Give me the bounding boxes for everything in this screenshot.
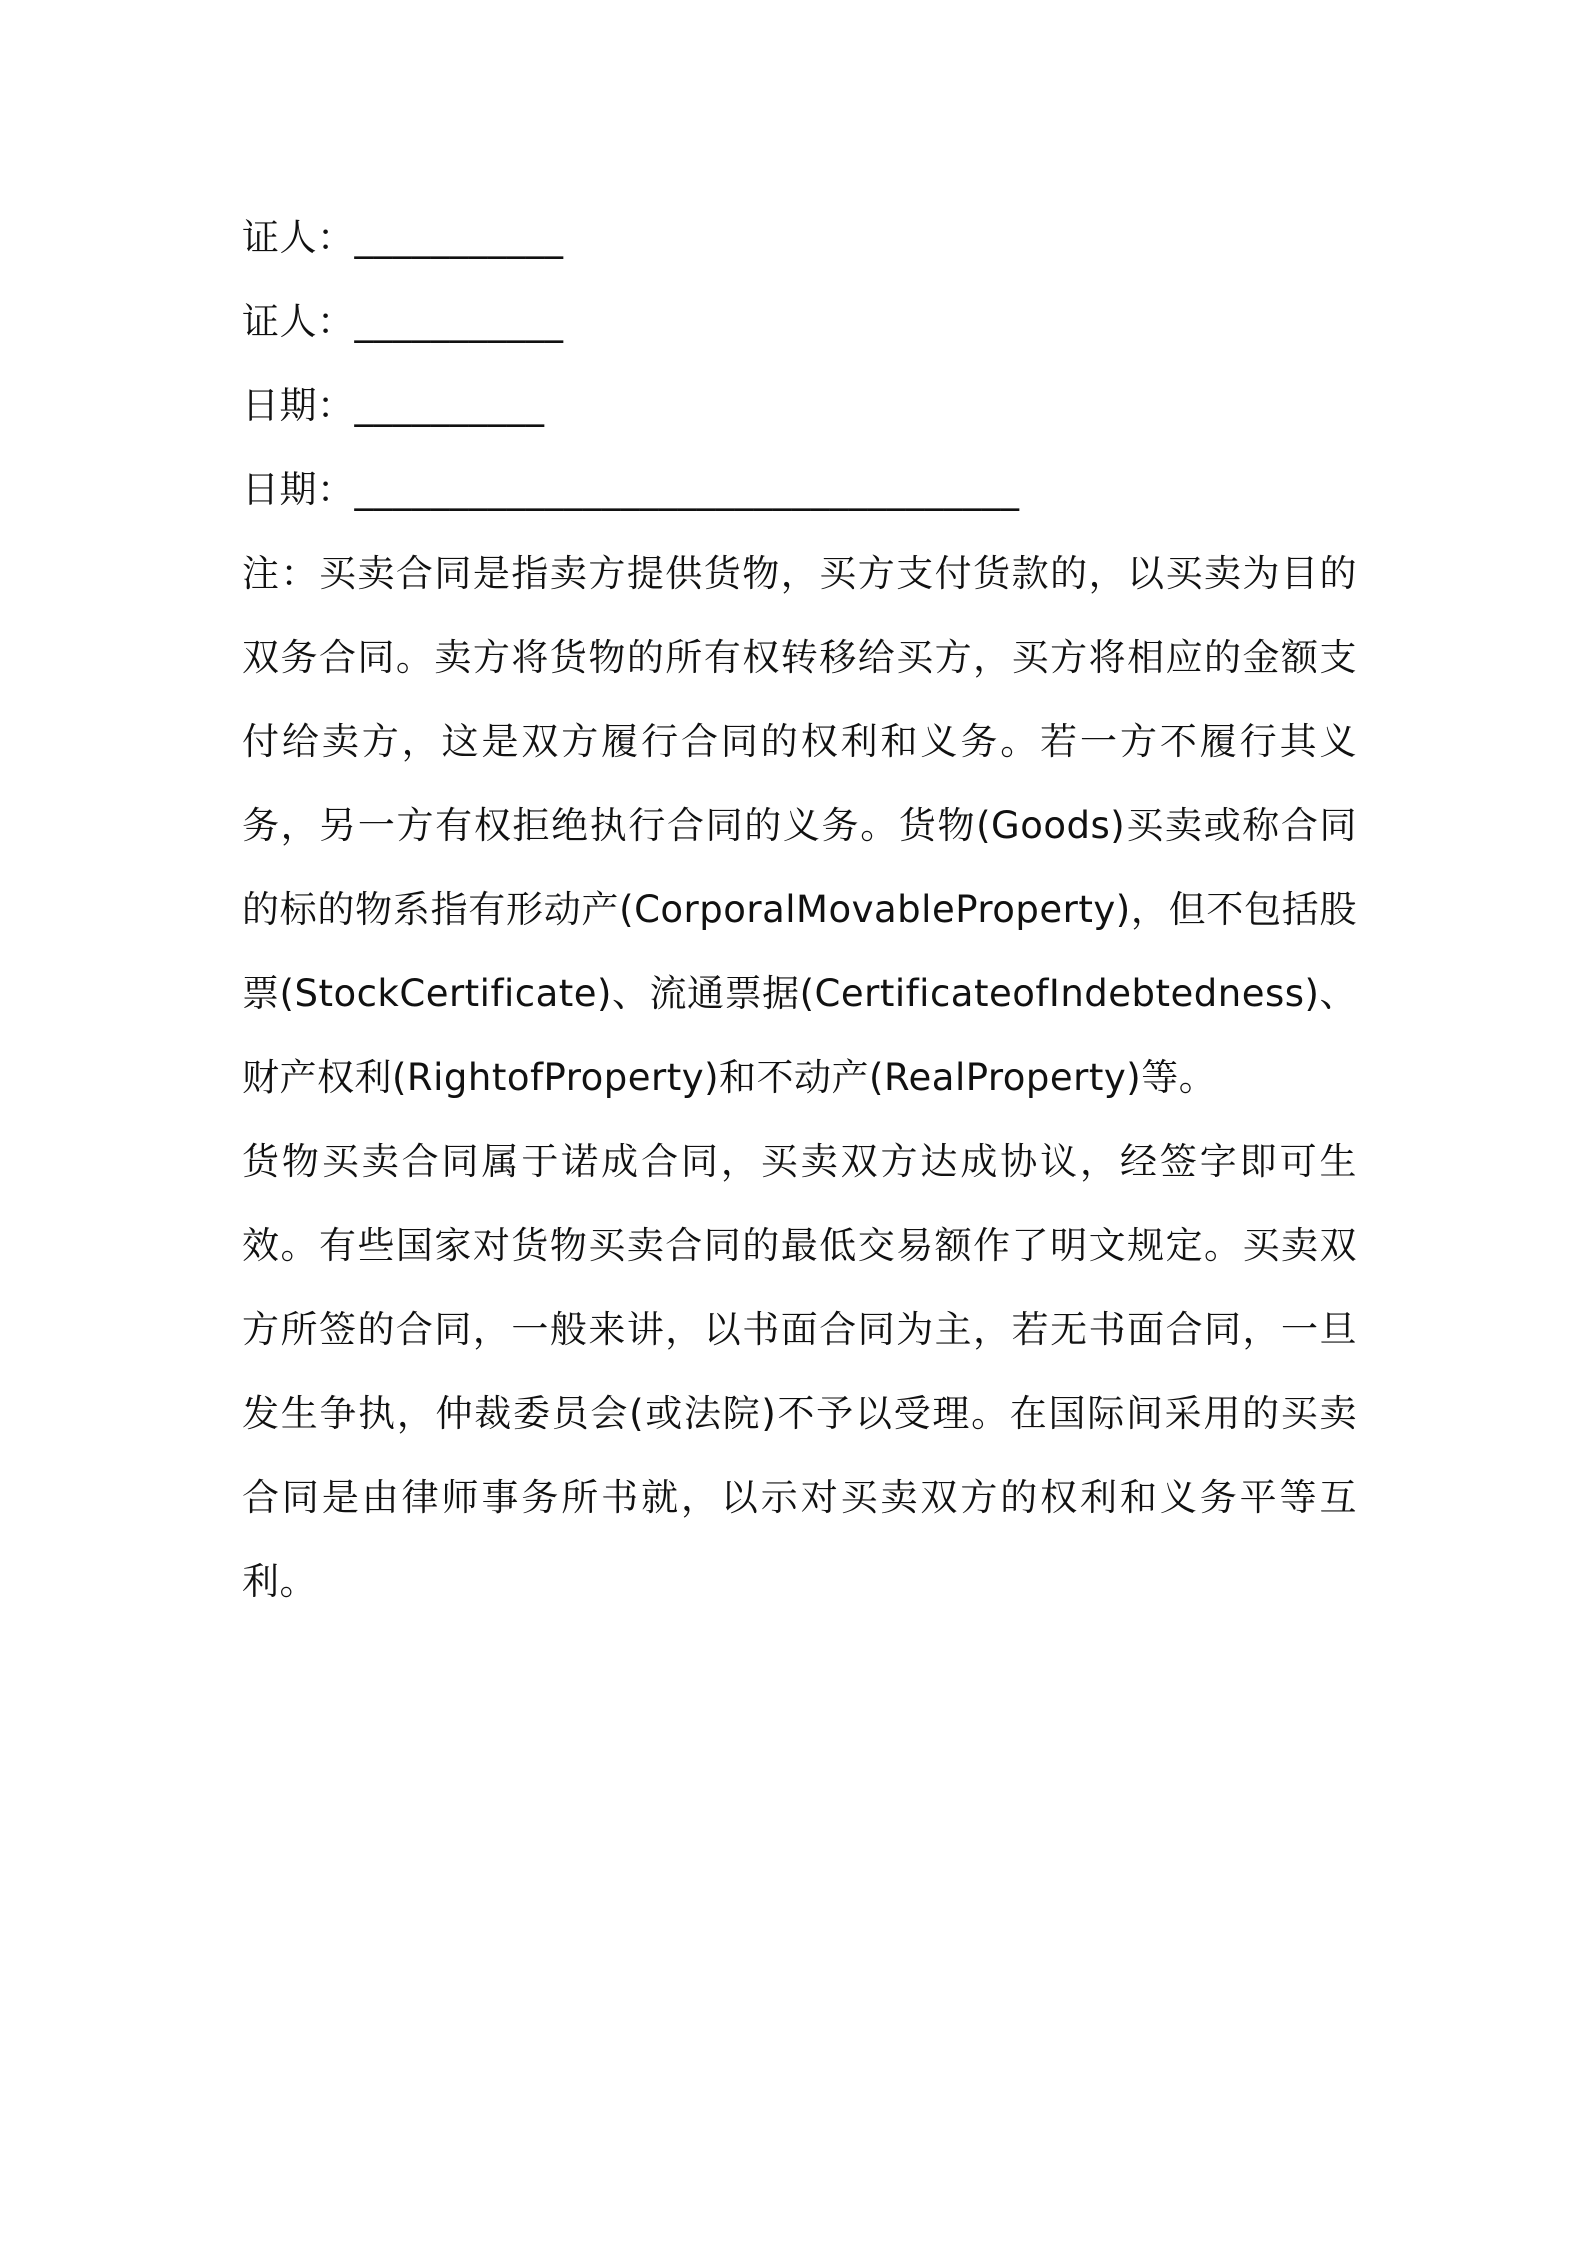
witness-field-1 <box>242 196 1357 280</box>
document-body <box>242 196 1357 1624</box>
date-blank: __________ <box>354 384 545 427</box>
date-blank: ___________________________________ <box>354 468 1020 511</box>
body-paragraph: 货物买卖合同属于诺成合同，买卖双方达成协议，经签字即可生效。有些国家对货物买卖合同的最低交易额作了明文规定。买卖双方所签的合同，一般来讲，以书面合同为主，若无书面合同，一旦发生争执，仲裁委员会(或法院)不予以受理。在国际间采用的买卖合同是由律师事务所书就，以示对买卖双方的权利和义务平等互利。 <box>242 1140 1357 1603</box>
witness-label: 证人： <box>242 216 355 259</box>
witness-label: 证人： <box>242 300 355 343</box>
date-label: 日期： <box>242 468 355 511</box>
note-paragraph: 注：买卖合同是指卖方提供货物，买方支付货款的，以买卖为目的双务合同。卖方将货物的所有权转移给买方，买方将相应的金额支付给卖方，这是双方履行合同的权利和义务。若一方不履行其义务，另一方有权拒绝执行合同的义务。货物(Goods)买卖或称合同的标的物系指有形动产(CorporalMovableProperty)，但不包括股票(StockCertificate)、流通票据(CertificateofIndebtedness)、财产权利(RightofProperty)和不动产(RealProperty)等。 <box>242 552 1357 1099</box>
witness-blank: ___________ <box>354 216 564 259</box>
witness-field-2 <box>242 280 1357 364</box>
date-field-2 <box>242 448 1357 532</box>
date-field-1 <box>242 364 1357 448</box>
witness-blank: ___________ <box>354 300 564 343</box>
date-label: 日期： <box>242 384 355 427</box>
